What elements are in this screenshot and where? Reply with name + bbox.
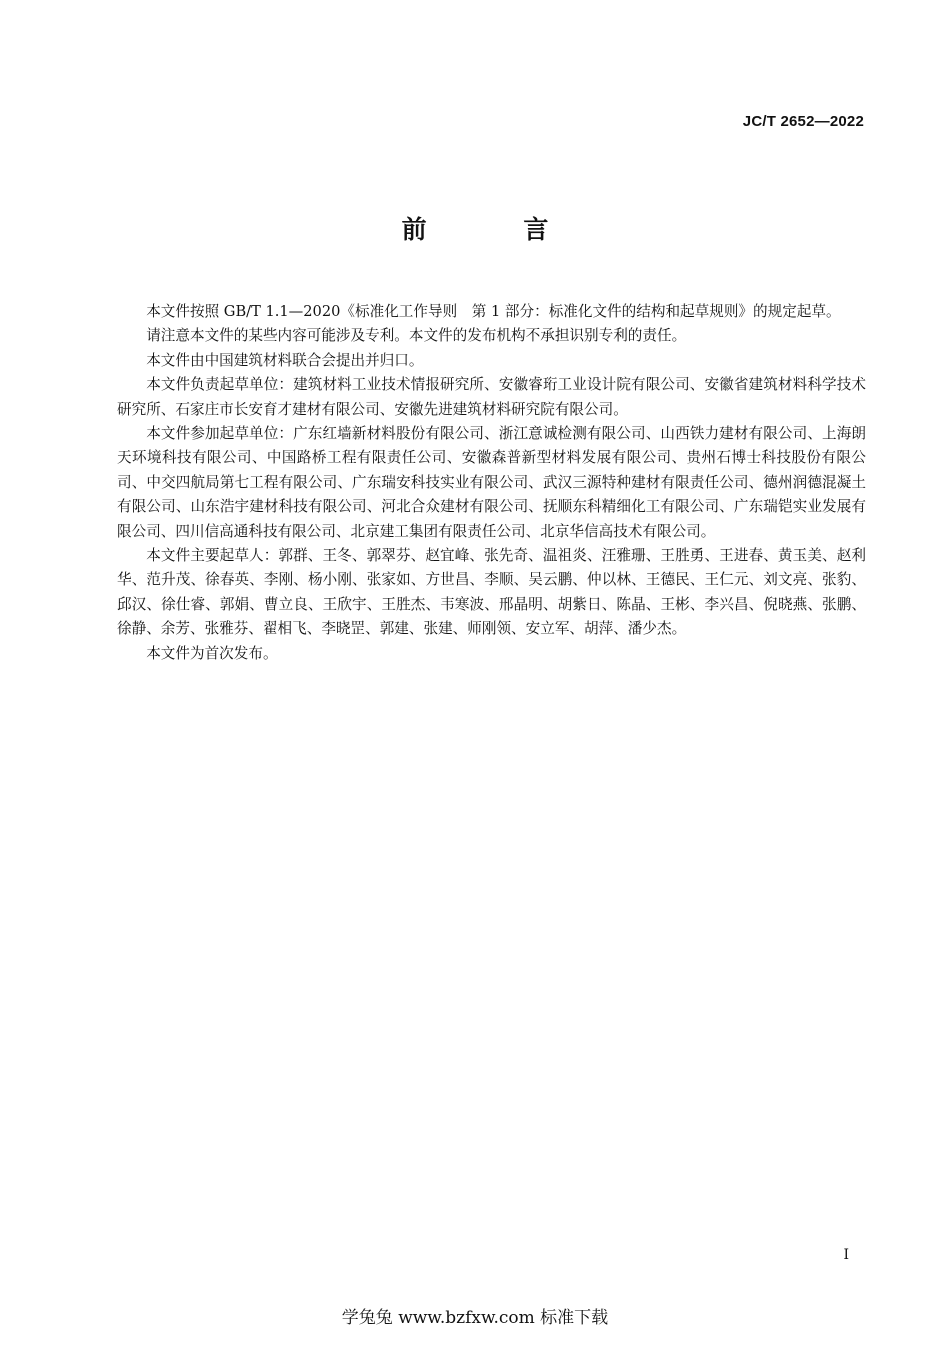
paragraph-lead-drafters: 本文件负责起草单位：建筑材料工业技术情报研究所、安徽睿珩工业设计院有限公司、安徽省建筑材料科学技术研究所、石家庄市长安育才建材有限公司、安徽先进建筑材料研究院有限公司。 xyxy=(117,376,866,418)
paragraph-patent-notice: 请注意本文件的某些内容可能涉及专利。本文件的发布机构不承担识别专利的责任。 xyxy=(146,327,687,345)
foreword-body xyxy=(117,300,866,666)
footer-watermark: 学兔兔 www.bzfxw.com 标准下载 xyxy=(341,1308,609,1328)
paragraph-main-drafters: 本文件主要起草人：郭群、王冬、郭翠芬、赵宜峰、张先奇、温祖炎、汪雅珊、王胜勇、王进春、黄玉美、赵利华、范升茂、徐春英、李刚、杨小刚、张家如、方世昌、李顺、吴云鹏、仲以林、王德民、王仁元、刘文亮、张豹、邱汉、徐仕睿、郭娟、曹立良、王欣宇、王胜杰、韦寒波、邢晶明、胡紫日、陈晶、王彬、李兴昌、倪晓燕、张鹏、徐静、余芳、张雅芬、翟相飞、李晓罡、郭建、张建、师刚领、安立军、胡萍、潘少杰。 xyxy=(117,547,866,638)
paragraph-participating-drafters: 本文件参加起草单位：广东红墙新材料股份有限公司、浙江意诚检测有限公司、山西铁力建材有限公司、上海朗天环境科技有限公司、中国路桥工程有限责任公司、安徽森普新型材料发展有限公司、贵州石博士科技股份有限公司、中交四航局第七工程有限公司、广东瑞安科技实业有限公司、武汉三源特种建材有限责任公司、德州润德混凝土有限公司、山东浩宇建材科技有限公司、河北合众建材有限公司、抚顺东科精细化工有限公司、广东瑞铠实业发展有限公司、四川信高通科技有限公司、北京建工集团有限责任公司、北京华信高技术有限公司。 xyxy=(117,425,866,540)
page-title: 前 言 xyxy=(401,215,593,244)
page-number: I xyxy=(843,1247,849,1263)
paragraph-first-release: 本文件为首次发布。 xyxy=(146,644,278,662)
paragraph-drafting-rules: 本文件按照 GB/T 1.1—2020《标准化工作导则 第 1 部分：标准化文件的结构和起草规则》的规定起草。 xyxy=(146,303,841,320)
paragraph-proposer: 本文件由中国建筑材料联合会提出并归口。 xyxy=(146,351,424,369)
standard-number: JC/T 2652—2022 xyxy=(742,113,864,130)
